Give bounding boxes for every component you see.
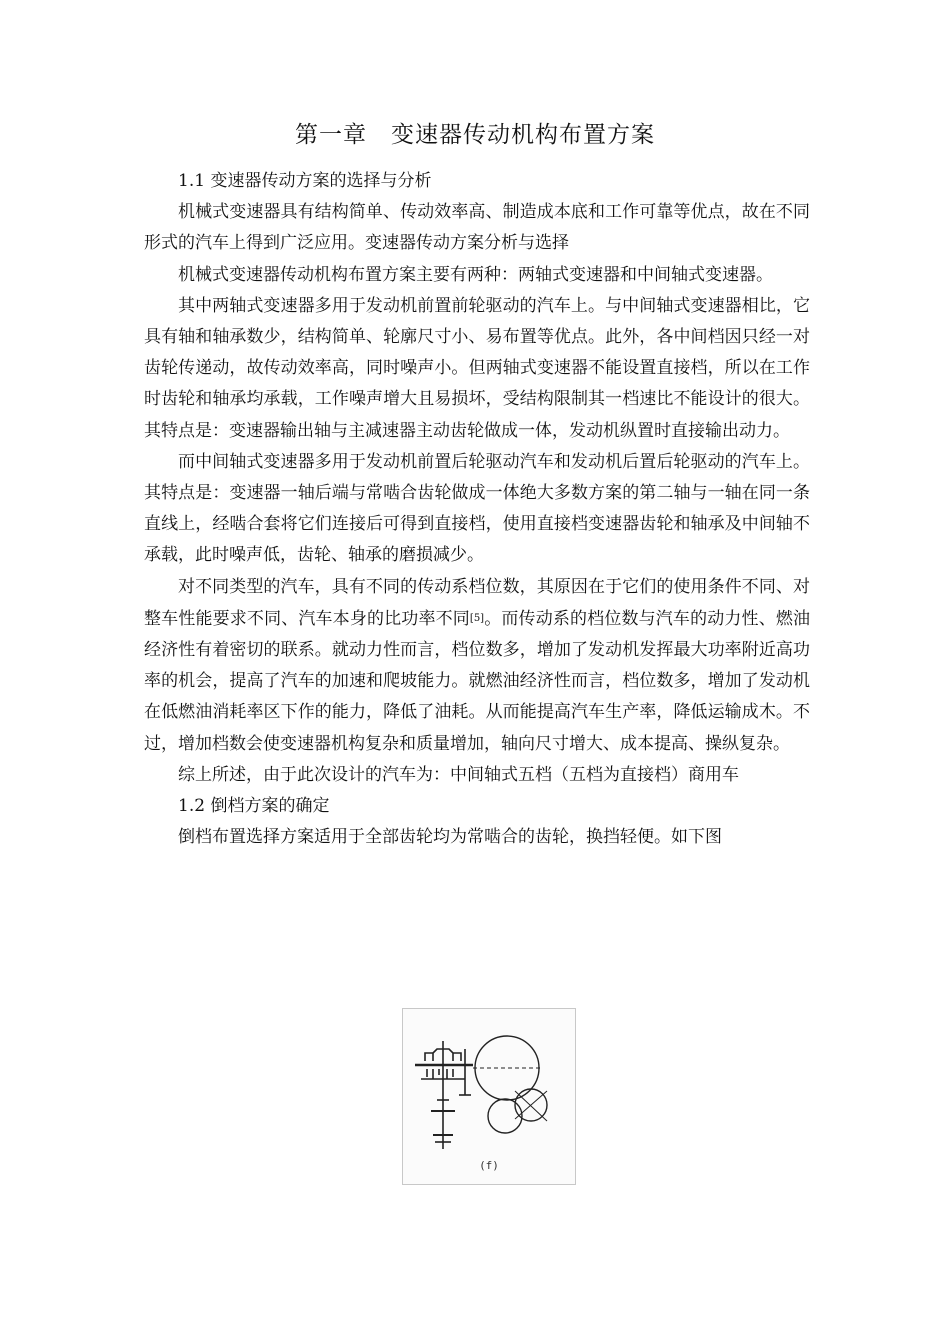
gear-teeth-upper	[427, 1069, 453, 1079]
chapter-title: 第一章 变速器传动机构布置方案	[295, 122, 655, 148]
citation-ref: [5]	[469, 612, 485, 624]
paragraph: 机械式变速器传动机构布置方案主要有两种：两轴式变速器和中间轴式变速器。	[178, 264, 773, 285]
paragraph-with-citation	[144, 572, 810, 760]
paragraph: 倒档布置选择方案适用于全部齿轮均为常啮合的齿轮，换挡轻便。如下图	[178, 827, 722, 848]
gear-diagram-figure	[402, 1008, 576, 1185]
gear-diagram	[403, 1009, 575, 1184]
section-heading-1-1: 1.1 变速器传动方案的选择与分析	[178, 171, 432, 191]
paragraph-text: 对不同类型的汽车，具有不同的传动系档位数，其原因在于它们的使用条件不同、对整车性能要求不同、汽车本身的比功率不同	[144, 576, 810, 629]
lower-gear-circle	[488, 1099, 522, 1133]
figure-caption: (f)	[479, 1159, 499, 1172]
paragraph: 综上所述，由于此次设计的汽车为：中间轴式五档（五档为直接档）商用车	[178, 764, 739, 785]
body-text	[144, 166, 810, 853]
section-heading-1-2: 1.2 倒档方案的确定	[178, 796, 330, 817]
paragraph: 而中间轴式变速器多用于发动机前置后轮驱动汽车和发动机后置后轮驱动的汽车上。其特点是：变速器一轴后端与常啮合齿轮做成一体绝大多数方案的第二轴与一轴在同一条直线上，经啮合套将它们连接后可得到直接档，使用直接档变速器齿轮和轴承及中间轴不承载，此时噪声低，齿轮、轴承的磨损减少。	[144, 451, 810, 566]
paragraph: 其中两轴式变速器多用于发动机前置前轮驱动的汽车上。与中间轴式变速器相比，它具有轴和轴承数少，结构简单、轮廓尺寸小、易布置等优点。此外，各中间档因只经一对齿轮传递动，故传动效率高，同时噪声小。但两轴式变速器不能设置直接档，所以在工作时齿轮和轴承均承载，工作噪声增大且易损坏，受结构限制其一档速比不能设计的很大。其特点是：变速器输出轴与主减速器主动齿轮做成一体，发动机纵置时直接输出动力。	[144, 295, 810, 441]
paragraph-text: 。而传动系的档位数与汽车的动力性、燃油经济性有着密切的联系。就动力性而言，档位数多，增加了发动机发挥最大功率附近高功率的机会，提高了汽车的加速和爬坡能力。就燃油经济性而言，档位数多，增加了发动机在低燃油消耗率区下作的能力，降低了油耗。从而能提高汽车生产率，降低运输成木。不过，增加档数会使变速器机构复杂和质量增加，轴向尺寸增大、成本提高、操纵复杂。	[144, 608, 811, 754]
paragraph: 机械式变速器具有结构简单、传动效率高、制造成本底和工作可靠等优点，故在不同形式的汽车上得到广泛应用。变速器传动方案分析与选择	[144, 202, 810, 254]
